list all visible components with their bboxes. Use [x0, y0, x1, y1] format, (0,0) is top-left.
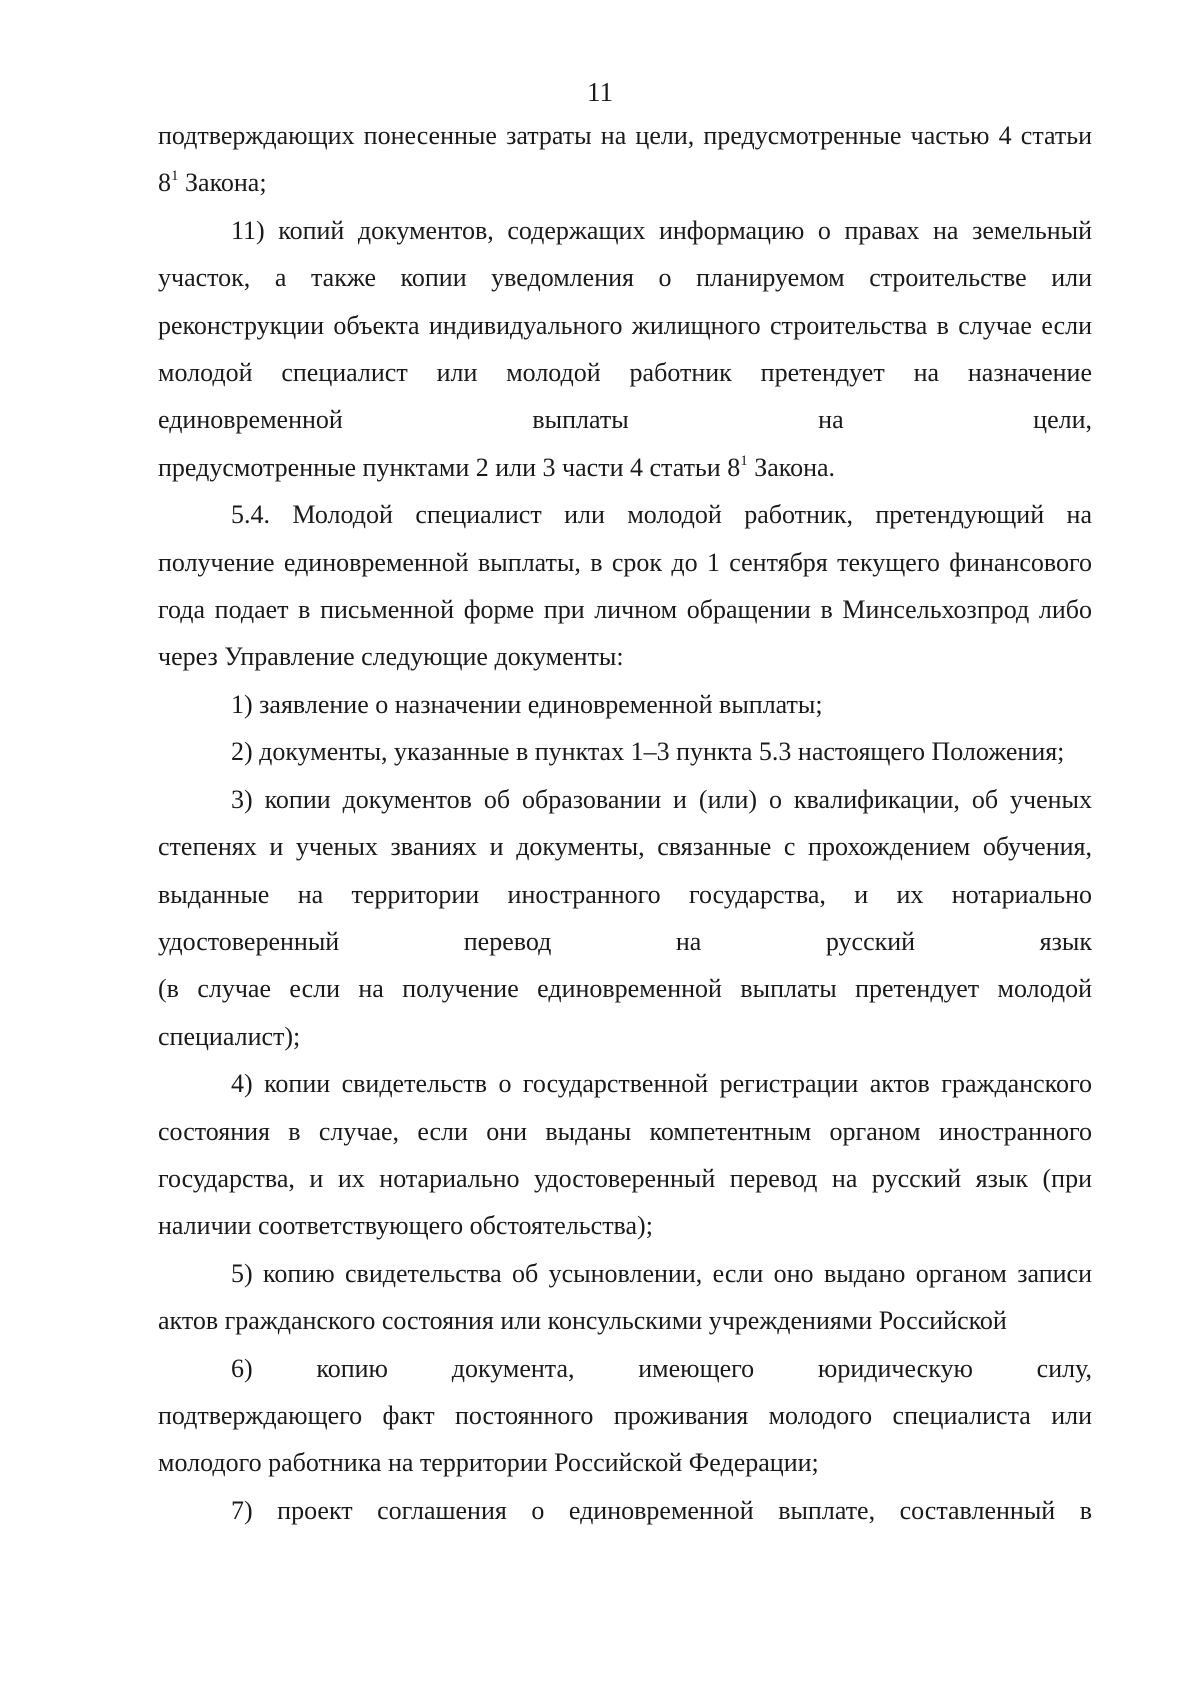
paragraph-list-item-7: 7) проект соглашения о единовременной выплате, составленный в — [231, 1495, 1092, 1525]
document-body — [158, 112, 1092, 1534]
paragraph-text: 6) копию документа, имеющего юридическую силу, — [231, 1353, 1092, 1383]
page-number: 11 — [587, 77, 613, 107]
superscript: 1 — [740, 452, 748, 469]
paragraph-item-11 — [158, 207, 1092, 491]
paragraph-text: 3) копии документов об образовании и (или) о квалификации, об ученых степенях и ученых званиях и документы, связанные с прохождением обучения, выданные на территории иностранного государства, и их нотариально удостоверенный перевод на русский язык — [158, 784, 1092, 956]
paragraph-list-item-2: 2) документы, указанные в пунктах 1–3 пункта 5.3 настоящего Положения; — [231, 737, 1065, 767]
paragraph-text: 11) копий документов, содержащих информацию о правах на земельный участок, а также копии уведомления о планируемом строительстве или реконструкции объекта индивидуального жилищного строительства в случае если молодой специалист или молодой работник претендует на назначение единовременной выплаты на цели, — [158, 215, 1092, 435]
paragraph-text: Закона. — [747, 452, 836, 482]
paragraph-text: предусмотренные пунктами 2 или 3 части 4 статьи 8 — [158, 452, 741, 482]
paragraph-list-item-5: 5) копию свидетельства об усыновлении, если оно выдано органом записи актов гражданского состояния или консульскими учреждениями Российской — [158, 1258, 1092, 1336]
paragraph-text-last-line — [158, 444, 1092, 491]
paragraph-list-item-6 — [158, 1345, 1092, 1487]
paragraph-text: (в случае если на получение единовременной выплаты претендует молодой специалист); — [158, 974, 1092, 1051]
paragraph-list-item-1: 1) заявление о назначении единовременной выплаты; — [231, 689, 823, 719]
paragraph-5-4: 5.4. Молодой специалист или молодой работник, претендующий на получение единовременной выплаты, в срок до 1 сентября текущего финансового года подает в письменной форме при личном обращении в Минсельхозпрод либо через Управление следующие документы: — [158, 500, 1092, 672]
paragraph-text: подтверждающего факт постоянного проживания молодого специалиста или молодого работника на территории Российской Федерации; — [158, 1400, 1092, 1478]
paragraph-text: подтверждающих понесенные затраты на цели, предусмотренные частью 4 статьи 8 — [158, 121, 1092, 198]
paragraph-list-item-4: 4) копии свидетельств о государственной регистрации актов гражданского состояния в случае, если они выданы компетентным органом иностранного государства, и их нотариально удостоверенный перевод на русский язык (при наличии соответствующего обстоятельства); — [158, 1069, 1092, 1241]
paragraph-text: Закона; — [178, 168, 267, 198]
paragraph-continuation — [158, 112, 1092, 207]
superscript: 1 — [171, 168, 179, 185]
paragraph-list-item-3 — [158, 776, 1092, 1060]
